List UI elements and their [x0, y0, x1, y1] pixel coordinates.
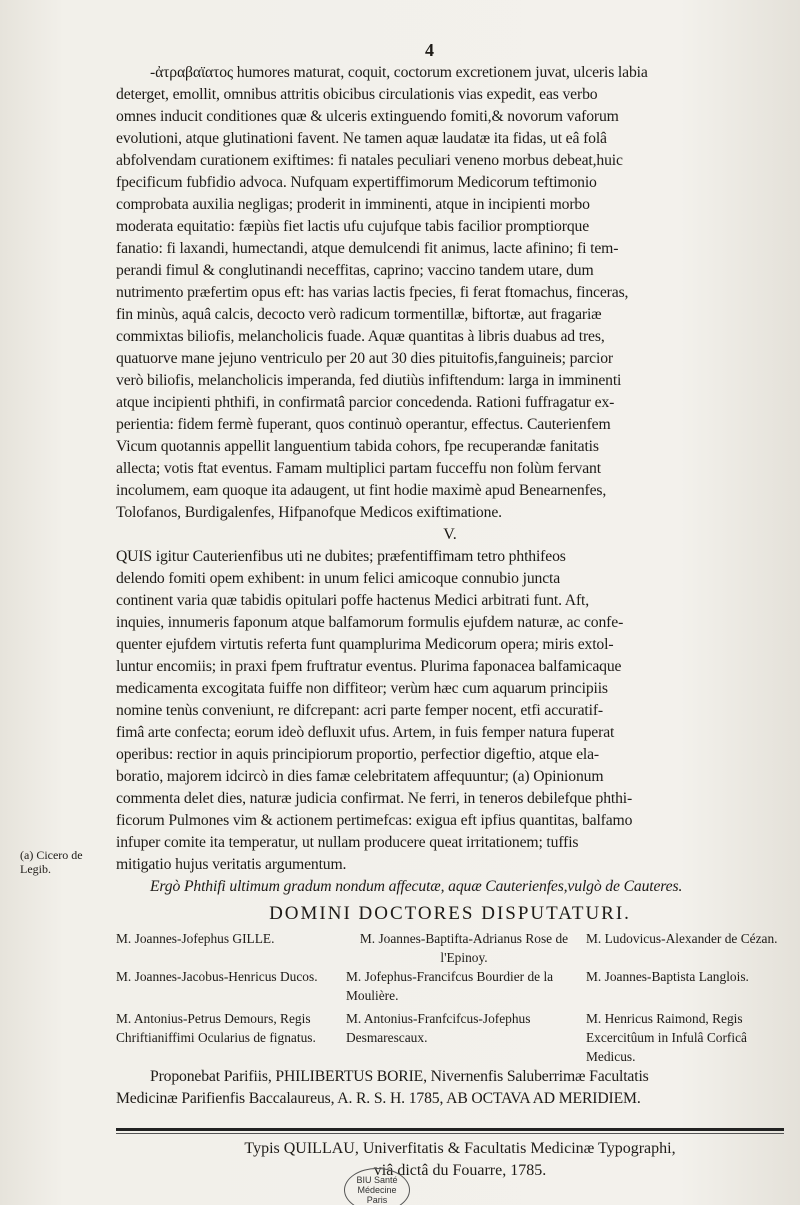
text-line: perandi fimul & conglutinandi neceffitas, caprino; vaccino tandem utare, dum	[116, 262, 594, 279]
text-line: incolumem, eam quoque ita adaugent, ut fint hodie maximè apud Benearnenfes,	[116, 482, 607, 499]
text-line: omnes inducit conditiones quæ & ulceris extinguendo fomiti,& novorum vaforum	[116, 108, 619, 125]
doctor-name: M. Joannes-Baptifta-Adrianus Rose de l'Epinoy.	[359, 931, 569, 965]
text-line: evolutioni, atque glutinationi favent. Ne tamen aquæ laudatæ ita fidas, ut eâ folâ	[116, 130, 607, 147]
library-stamp	[344, 1168, 410, 1205]
text-line: quatuorve mane jejuno ventriculo per 20 aut 30 dies pituitofis,fanguineis; parcior	[116, 350, 613, 367]
text-line: deterget, emollit, omnibus attritis obicibus circulationis vias expedit, eas verbo	[116, 86, 598, 103]
text-line: commixtas biliofis, melancholicis fuade. Aquæ quantitas à libris duabus ad tres,	[116, 328, 605, 345]
text-line: verò biliofis, melancholicis imperanda, fed diutiùs infiftendum: larga in imminenti	[116, 372, 622, 389]
doctor-name: M. Henricus Raimond, Regis Excercitûum in Infulâ Corficâ Medicus.	[586, 1011, 747, 1064]
printer-imprint	[140, 1138, 780, 1182]
stamp-line: Médecine	[357, 1185, 397, 1195]
margin-note: (a) Cicero de Legib.	[20, 848, 83, 876]
text-line: quenter ejufdem virtutis referta funt quamplurima Medicorum opera; miris extol-	[116, 636, 614, 653]
text-line: perientia: fidem fermè fuperant, quos continuò operantur, effectus. Cauterienfem	[116, 416, 611, 433]
text-line: fpecificum fubfidio advoca. Nufquam expertiffimorum Medicorum teftimonio	[116, 174, 597, 191]
text-line: nomine tenùs conveniunt, re difcrepant: acri parte femper nocent, etfi accuratif-	[116, 702, 604, 719]
proposal-line: Medicinæ Parifienfis Baccalaureus, A. R. S. H. 1785, AB OCTAVA AD MERIDIEM.	[116, 1090, 641, 1107]
imprint-line-2: viâ dictâ du Fouarre, 1785.	[373, 1162, 547, 1179]
proposal-line: Proponebat Parifiis, PHILIBERTUS BORIE, Nivernenfis Saluberrimæ Facultatis	[150, 1068, 649, 1085]
doctor-name: M. Jofephus-Francifcus Bourdier de la Moulière.	[346, 969, 554, 1003]
stamp-line: BIU Santé	[356, 1175, 398, 1185]
text-line: medicamenta excogitata fuiffe non diffiteor; verùm hæc cum aquarum principiis	[116, 680, 608, 697]
text-line: nutrimento præfertim opus eft: has varias lactis fpecies, fi ferat ftomachus, finceras,	[116, 284, 629, 301]
text-line: atque incipienti phthifi, in confirmatâ parcior concedenda. Rationi fuffragatur ex-	[116, 394, 615, 411]
doctors-heading: DOMINI DOCTORES DISPUTATURI.	[269, 903, 631, 924]
text-line: fanatio: fi laxandi, humectandi, atque demulcendi fit animus, lacte afinino; fi tem-	[116, 240, 619, 257]
text-line: QUIS igitur Cauterienfibus uti ne dubites; præfentiffimam tetro phthifeos	[116, 548, 566, 565]
section-number: V.	[443, 526, 457, 543]
text-line: commenta delet dies, naturæ judicia confirmat. Ne ferri, in teneros debilefque phthi-	[116, 790, 633, 807]
text-line: operibus: rectior in aquis principiorum proportio, perfectior digeftio, atque ela-	[116, 746, 600, 763]
text-line: Tolofanos, Burdigalenfes, Hifpanofque Medicos exiftimatione.	[116, 504, 502, 521]
text-line: abfolvendam curationem exiftimes: fi natales peculiari veneno morbus debeat,huic	[116, 152, 623, 169]
doctor-name: M. Joannes-Jofephus GILLE.	[116, 931, 275, 946]
divider-rule	[116, 1128, 784, 1131]
text-line: fimâ arte confecta; eorum ideò defluxit ufus. Artem, in fuis femper natura fuperat	[116, 724, 615, 741]
text-line: comprobata auxilia negligas; proderit in imminenti, atque in incipienti morbo	[116, 196, 590, 213]
conclusion-line: Ergò Phthifi ultimum gradum nondum affecutæ, aquæ Cauterienfes,vulgò de Cauteres.	[150, 878, 683, 895]
doctor-name: M. Joannes-Baptista Langlois.	[586, 969, 749, 984]
text-line: mitigatio hujus veritatis argumentum.	[116, 856, 347, 873]
text-block	[116, 62, 784, 1110]
text-line: fin minùs, aquâ calcis, decocto verò radicum tormentillæ, biftortæ, aut fragariæ	[116, 306, 602, 323]
doctor-name: M. Antonius-Petrus Demours, Regis Chriftianiffimi Ocularius de fignatus.	[116, 1011, 316, 1045]
text-line: delendo fomiti opem exhibent: in unum felici amicoque connubio juncta	[116, 570, 561, 587]
stamp-line: Paris	[366, 1195, 388, 1205]
doctors-list	[116, 929, 784, 1066]
text-line: moderata equitatio: fæpiùs fiet lactis ufu cujufque tabis facilior promptiorque	[116, 218, 590, 235]
text-line: boratio, majorem idcircò in dies famæ celebritatem affequuntur; (a) Opinionum	[116, 768, 604, 785]
doctor-name: M. Antonius-Franfcifcus-Jofephus Desmarescaux.	[346, 1011, 531, 1045]
section-paragraph	[116, 546, 784, 876]
text-line: allecta; votis ftat eventus. Famam multiplici partam fucceffu non folùm fervant	[116, 460, 601, 477]
text-line: continent varia quæ tabidis opitulari poffe hactenus Medici arbitrati funt. Aft,	[116, 592, 590, 609]
doctor-name: M. Ludovicus-Alexander de Cézan.	[586, 931, 778, 946]
text-line: inquies, innumeris faponum atque balfamorum formulis ejufdem naturæ, ac confe-	[116, 614, 624, 631]
body-paragraph	[116, 62, 784, 524]
text-line: -ἀτραβαϊατος humores maturat, coquit, coctorum excretionem juvat, ulceris labia	[150, 64, 648, 81]
divider-rule-thin	[116, 1133, 784, 1134]
text-line: luntur encomiis; in praxi fpem fruftratur eventus. Plurima faponacea balfamicaque	[116, 658, 622, 675]
proposal-paragraph	[116, 1066, 784, 1110]
imprint-line-1: Typis QUILLAU, Univerfitatis & Facultatis Medicinæ Typographi,	[244, 1140, 676, 1157]
page-number: 4	[425, 40, 434, 60]
text-line: Vicum quotannis appellit languentium tabida cohors, fpe recuperandæ fanitatis	[116, 438, 599, 455]
text-line: ficorum Pulmones vim & actionem pertimefcas: exigua eft ipfius quantitas, balfamo	[116, 812, 633, 829]
text-line: infuper comite ita temperatur, ut nullam producere queat irritationem; tuffis	[116, 834, 579, 851]
doctor-name: M. Joannes-Jacobus-Henricus Ducos.	[116, 969, 318, 984]
